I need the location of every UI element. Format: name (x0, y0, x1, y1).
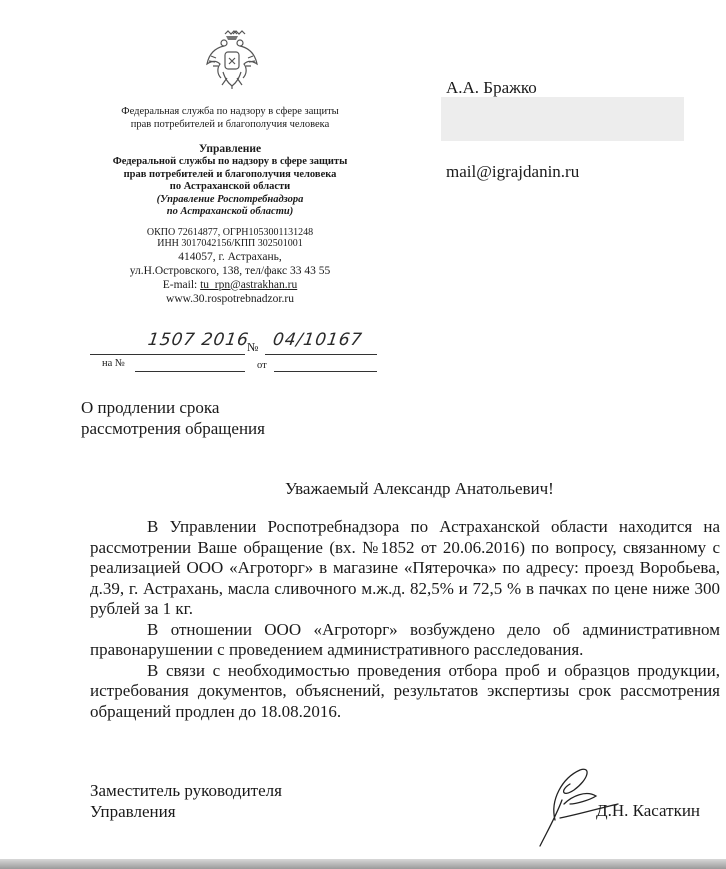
handwritten-date: 1507 2016 (146, 330, 251, 350)
position-line2: Управления (90, 802, 176, 821)
address-line1: 414057, г. Астрахань, (178, 250, 282, 263)
department-title: Управление (198, 143, 262, 155)
signatory-name: Д.Н. Касаткин (596, 801, 701, 820)
na-line (135, 371, 245, 372)
subject-line1: О продлении срока (81, 398, 220, 417)
agency-name-line1: Федеральная служба по надзору в сфере защиты (121, 106, 339, 117)
department-short-line2: по Астраханской области) (166, 206, 294, 217)
signatory-position (90, 780, 282, 822)
email-label: E-mail: (162, 278, 198, 291)
department-line1: Федеральной службы по надзору в сфере защиты (112, 156, 348, 167)
body-paragraph-2: В отношении ООО «Агроторг» возбуждено дело об административном правонарушении с проведением административного расследования. (90, 619, 720, 659)
sender-email-link[interactable]: tu_rpn@astrakhan.ru (200, 278, 298, 291)
codes-line1: ОКПО 72614877, ОГРН1053001131248 (146, 226, 314, 238)
handwritten-number: 04/10167 (271, 330, 364, 350)
body-paragraph-1: В Управлении Роспотребнадзора по Астраханской области находится на рассмотрении Ваше обращение (вх. №1852 от 20.06.2016) по вопросу, связанному с реализацией ООО «Агроторг» в магазине «Пятерочка» по адресу: проезд Воробьева, д.39, г. Астрахань, масла сливочного м.ж.д. 82,5% и 72,5 % в пачках по цене ниже 300 рублей за 1 кг. (90, 517, 720, 618)
redacted-address-box (441, 97, 684, 141)
address-line2: ул.Н.Островского, 138, тел/факс 33 43 55 (129, 264, 331, 277)
website-line[interactable]: www.30.rospotrebnadzor.ru (166, 292, 294, 305)
codes-line2: ИНН 3017042156/КПП 302501001 (157, 238, 303, 249)
department-short-line1: (Управление Роспотребнадзора (156, 193, 304, 205)
department-line3: по Астраханской области (169, 181, 291, 192)
page-bottom-edge (0, 859, 726, 869)
number-sign: № (247, 340, 259, 354)
sender-block (80, 106, 380, 306)
recipient-email[interactable]: mail@igrajdanin.ru (446, 162, 580, 181)
na-label: на № (102, 358, 125, 369)
recipient-name: А.А. Бражко (446, 78, 537, 97)
ot-line (274, 371, 377, 372)
body-paragraph-3: В связи с необходимостью проведения отбора проб и образцов продукции, истребования документов, объяснений, результатов экспертизы срок рассмотрения обращений продлен до 18.08.2016. (90, 660, 720, 721)
salutation: Уважаемый Александр Анатольевич! (285, 479, 554, 498)
coat-of-arms-emblem (205, 28, 259, 90)
letter-body (90, 517, 720, 722)
number-line (265, 354, 377, 355)
department-line2: прав потребителей и благополучия человека (123, 168, 337, 180)
date-line (90, 354, 245, 355)
ot-label: от (257, 360, 267, 371)
agency-name-line2: прав потребителей и благополучия человека (130, 118, 330, 130)
position-line1: Заместитель руководителя (90, 781, 282, 800)
email-line (80, 278, 380, 292)
subject-line2: рассмотрения обращения (81, 419, 265, 438)
subject (81, 397, 265, 439)
